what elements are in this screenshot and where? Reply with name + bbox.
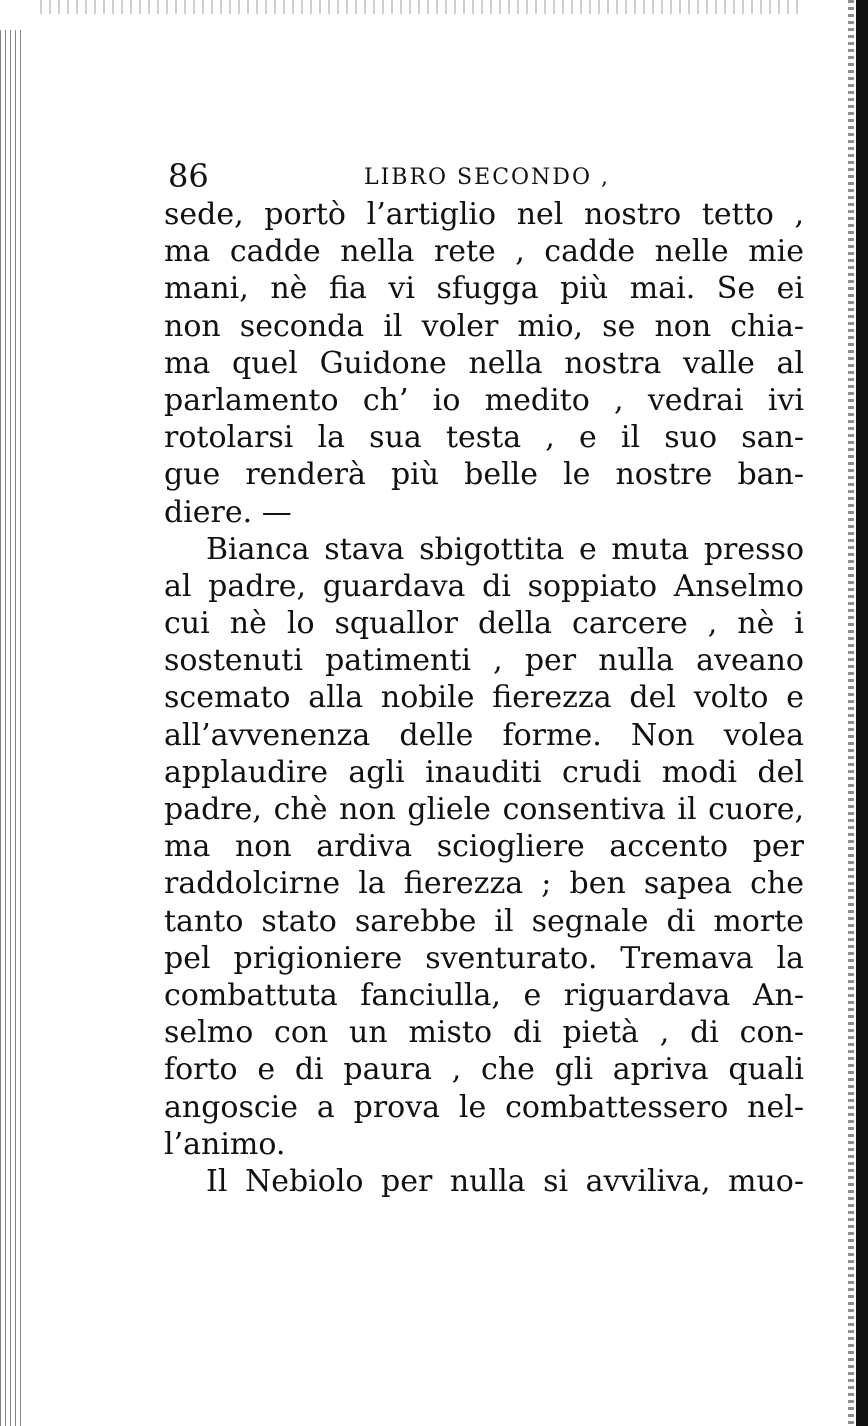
page-number: 86 [168,157,209,195]
text-line: ma quel Guidone nella nostra valle al [164,345,804,381]
page-right-edge [856,0,868,1426]
text-line: padre, chè non gliele consentiva il cuore, [164,792,804,827]
page-top-edge [40,0,800,14]
body-text [164,196,804,1200]
page-header [168,156,808,196]
text-line: raddolcirne la fierezza ; ben sapea che [164,866,804,902]
text-line: all’avvenenza delle forme. Non volea [164,717,804,753]
text-line: l’animo. [164,1126,286,1162]
text-line: scemato alla nobile fierezza del volto e [164,680,804,716]
text-line: rotolarsi la sua testa , e il suo san- [164,420,804,456]
running-head: LIBRO SECONDO , [364,165,610,190]
text-line: ma non ardiva sciogliere accento per [164,829,804,865]
text-line: al padre, guardava di soppiato Anselmo [164,568,804,604]
page-left-edge [0,30,22,1426]
text-line: non seconda il voler mio, se non chia- [164,308,804,344]
text-line: sostenuti patimenti , per nulla aveano [164,643,804,679]
text-line: mani, nè fia vi sfugga più mai. Se ei [164,271,804,307]
text-line: cui nè lo squallor della carcere , nè i [164,606,804,642]
paragraph-start-line: Bianca stava sbigottita e muta presso [206,531,804,567]
text-line: parlamento ch’ io medito , vedrai ivi [164,382,804,418]
text-line: applaudire agli inauditi crudi modi del [164,754,804,790]
text-line: selmo con un misto di pietà , di con- [164,1015,804,1051]
text-line: diere. — [164,494,292,530]
text-line: sede, portò l’artiglio nel nostro tetto , [164,197,804,232]
text-line: pel prigioniere sventurato. Tremava la [164,940,804,976]
paragraph-start-line: Il Nebiolo per nulla si avviliva, muo- [206,1163,804,1199]
text-line: gue renderà più belle le nostre ban- [164,457,804,493]
page-right-edge-shadow [848,0,854,1426]
text-line: tanto stato sarebbe il segnale di morte [164,903,804,939]
text-line: forto e di paura , che gli apriva quali [164,1052,804,1088]
text-line: angoscie a prova le combattessero nel- [164,1089,804,1125]
text-line: ma cadde nella rete , cadde nelle mie [164,234,804,270]
text-line: combattuta fanciulla, e riguardava An- [164,977,804,1013]
